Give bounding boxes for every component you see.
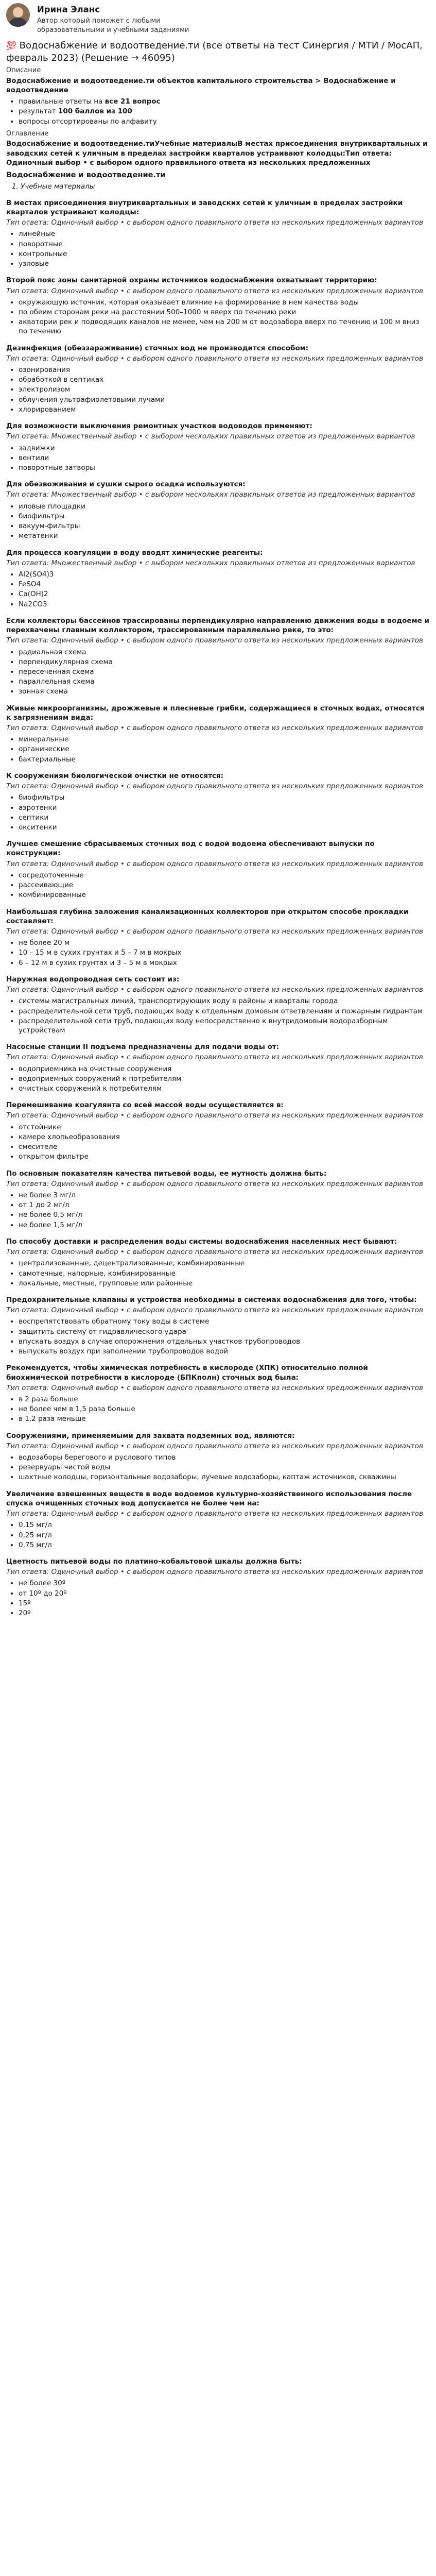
- question-answer-type: Тип ответа: Одиночный выбор • с выбором одного правильного ответа из нескольких предложенных вариантов: [6, 1111, 423, 1120]
- description-list: [6, 97, 430, 126]
- answer-option: • минеральные: [19, 735, 430, 744]
- answer-options: [6, 735, 430, 764]
- question-title: Наружная водопроводная сеть состоит из:: [6, 975, 180, 984]
- question-answer-type: Тип ответа: Одиночный выбор • с выбором одного правильного ответа из нескольких предложенных вариантов: [6, 286, 423, 295]
- answer-option: • узловые: [19, 259, 430, 268]
- question-title: Перемешивание коагулянта со всей массой воды осуществляется в:: [6, 1101, 284, 1110]
- question-title: Если коллекторы бассейнов трассированы перпендикулярно направлению движения воды в водоеме и перехвачены главным коллектором, трассированным параллельно реке, то это:: [6, 616, 429, 635]
- question-block: [6, 276, 430, 336]
- answer-options: [6, 1259, 430, 1288]
- answer-options: [6, 570, 430, 609]
- question-answer-type: Тип ответа: Одиночный выбор • с выбором одного правильного ответа из нескольких предложенных вариантов: [6, 1306, 423, 1315]
- question-answer-type: Тип ответа: Одиночный выбор • с выбором одного правильного ответа из нескольких предложенных вариантов: [6, 1053, 423, 1062]
- answer-option: • обработкой в септиках: [19, 375, 430, 384]
- question-block: [6, 421, 430, 472]
- answer-option: • по обеим сторонам реки на расстоянии 500–1000 м вверх по течению реки: [19, 308, 430, 317]
- answer-option: • в 1,2 раза меньше: [19, 1414, 430, 1423]
- answer-option: • перпендикулярная схема: [19, 657, 430, 667]
- answer-option: • 15º: [19, 1599, 430, 1608]
- question-answer-type: Тип ответа: Одиночный выбор • с выбором одного правильного ответа из нескольких предложенных вариантов: [6, 636, 423, 645]
- answer-option: • вакуум-фильтры: [19, 521, 430, 531]
- question-answer-type: Тип ответа: Одиночный выбор • с выбором одного правильного ответа из нескольких предложенных вариантов: [6, 1568, 423, 1577]
- answer-options: [6, 1453, 430, 1482]
- answer-option: • водоприемных сооружений к потребителям: [19, 1074, 430, 1083]
- question-block: [6, 548, 430, 609]
- description-item: • результат 100 баллов из 100: [19, 107, 430, 116]
- answer-option: • водоприемника на очистные сооружения: [19, 1064, 430, 1074]
- answer-option: • 20º: [19, 1608, 430, 1618]
- question-block: [6, 1557, 430, 1618]
- avatar[interactable]: [6, 3, 30, 27]
- answer-option: • окситенки: [19, 823, 430, 832]
- answer-options: [6, 938, 430, 968]
- question-block: [6, 1363, 430, 1423]
- answer-option: • водозаборы берегового и руслового типов: [19, 1453, 430, 1462]
- answer-option: • комбинированные: [19, 890, 430, 900]
- answer-option: • от 1 до 2 мг/л: [19, 1200, 430, 1210]
- answer-option: • воспрепятствовать обратному току воды в системе: [19, 1317, 430, 1326]
- answer-option: • от 10º до 20º: [19, 1589, 430, 1598]
- author-name[interactable]: Ирина Эланс: [37, 5, 100, 14]
- question-title: Второй пояс зоны санитарной охраны источников водоснабжения охватывает территорию:: [6, 276, 377, 285]
- question-block: [6, 616, 430, 697]
- question-answer-type: Тип ответа: Одиночный выбор • с выбором одного правильного ответа из нескольких предложенных вариантов: [6, 1442, 423, 1450]
- question-title: Для процесса коагуляции в воду вводят химические реагенты:: [6, 548, 263, 557]
- answer-options: [6, 1395, 430, 1424]
- answer-option: • радиальная схема: [19, 648, 430, 657]
- answer-option: • не более 1,5 мг/л: [19, 1221, 430, 1230]
- answer-option: • не более 30º: [19, 1579, 430, 1588]
- question-block: [6, 1295, 430, 1356]
- question-answer-type: Тип ответа: Одиночный выбор • с выбором одного правильного ответа из нескольких предложенных вариантов: [6, 1383, 423, 1392]
- question-title: По основным показателям качества питьевой воды, ее мутность должна быть:: [6, 1169, 327, 1178]
- answer-option: • 0,15 мг/л: [19, 1520, 430, 1530]
- answer-option: • облучения ультрафиолетовыми лучами: [19, 395, 430, 404]
- answer-options: [6, 298, 430, 336]
- description-item: • вопросы отсортированы по алфавиту: [19, 117, 430, 126]
- description-bold: Водоснабжение и водоотведение.ти объектов капитального строительства > Водоснабжение и водоотведение: [6, 76, 396, 94]
- answer-option: • не более 3 мг/л: [19, 1191, 430, 1200]
- answer-option: • бактериальные: [19, 755, 430, 764]
- answer-option: • поворотные: [19, 240, 430, 249]
- question-answer-type: Тип ответа: Одиночный выбор • с выбором одного правильного ответа из нескольких предложенных вариантов: [6, 859, 423, 868]
- question-block: [6, 771, 430, 832]
- questions-list: [6, 198, 430, 1618]
- answer-option: • сосредоточенные: [19, 871, 430, 880]
- toc-list: [6, 182, 430, 191]
- answer-option: • распределительной сети труб, подающих воду к отдельным домовым ответвлениям и пожарным гидрантам: [19, 1007, 430, 1016]
- question-block: [6, 1100, 430, 1161]
- question-title: Насосные станции II подъема предназначены для подачи воды от:: [6, 1043, 280, 1052]
- answer-option: • задвижки: [19, 444, 430, 453]
- answer-option: • смесителе: [19, 1142, 430, 1151]
- question-title: К сооружениям биологической очистки не относятся:: [6, 771, 223, 780]
- answer-option: • FeSO4: [19, 580, 430, 589]
- answer-options: [6, 365, 430, 414]
- question-answer-type: Тип ответа: Одиночный выбор • с выбором одного правильного ответа из нескольких предложенных вариантов: [6, 927, 423, 936]
- answer-option: • не более 20 м: [19, 938, 430, 947]
- answer-option: • параллельная схема: [19, 677, 430, 686]
- answer-option: • выпускать воздух при заполнении трубопроводов водой: [19, 1347, 430, 1356]
- page-title-text: Водоснабжение и водоотведение.ти (все ответы на тест Синергия / МТИ / МосАП, февраль 2023) (Решение → 46095): [6, 40, 423, 63]
- answer-option: • не более чем в 1,5 раза больше: [19, 1404, 430, 1414]
- answer-option: • впускать воздух в случае опорожнения отдельных участков трубопроводов: [19, 1337, 430, 1346]
- answer-option: • очистных сооружений к потребителям: [19, 1084, 430, 1093]
- answer-options: [6, 1579, 430, 1618]
- answer-option: • централизованные, децентрализованные, комбинированные: [19, 1259, 430, 1268]
- answer-option: • акватории рек и подводящих каналов не менее, чем на 200 м от водозабора вверх по течению и 100 м вниз по течению: [19, 317, 430, 336]
- question-title: В местах присоединения внутриквартальных и заводских сетей к уличным в пределах застройки кварталов устраивают колодцы:: [6, 198, 403, 216]
- question-block: [6, 975, 430, 1035]
- answer-option: • хлорированием: [19, 405, 430, 414]
- answer-options: [6, 229, 430, 268]
- author-description: Автор который поможет с любыми образовательными и учебными заданиями: [37, 17, 189, 34]
- answer-option: • септики: [19, 813, 430, 822]
- question-block: [6, 344, 430, 415]
- answer-options: [6, 871, 430, 900]
- question-title: Рекомендуется, чтобы химическая потребность в кислороде (ХПК) относительно полной биохимической потребности в кислороде (БПКполн) сточных вод была:: [6, 1364, 368, 1382]
- author-info: [37, 3, 207, 35]
- answer-option: • резервуары чистой воды: [19, 1463, 430, 1472]
- question-answer-type: Тип ответа: Одиночный выбор • с выбором одного правильного ответа из нескольких предложенных вариантов: [6, 1248, 423, 1257]
- answer-option: • поворотные затворы: [19, 463, 430, 472]
- question-block: [6, 907, 430, 968]
- answer-option: • 10 – 15 м в сухих грунтах и 5 – 7 м в мокрых: [19, 948, 430, 957]
- answer-options: [6, 1191, 430, 1230]
- question-block: [6, 1237, 430, 1288]
- answer-options: [6, 1123, 430, 1162]
- answer-option: • биофильтры: [19, 793, 430, 802]
- answer-options: [6, 1520, 430, 1550]
- toc-label: Оглавление: [6, 129, 49, 138]
- question-answer-type: Тип ответа: Одиночный выбор • с выбором одного правильного ответа из нескольких предложенных вариантов: [6, 354, 423, 363]
- question-answer-type: Тип ответа: Одиночный выбор • с выбором одного правильного ответа из нескольких предложенных вариантов: [6, 724, 423, 733]
- answer-option: • линейные: [19, 229, 430, 239]
- answer-options: [6, 648, 430, 697]
- answer-option: • самотечные, напорные, комбинированные: [19, 1269, 430, 1278]
- answer-option: • аэротенки: [19, 803, 430, 812]
- answer-option: • открытом фильтре: [19, 1152, 430, 1161]
- question-title: Увеличение взвешенных веществ в воде водоемов культурно-хозяйственного использования после спуска очищенных сточных вод допускается не более чем на:: [6, 1489, 412, 1507]
- question-block: [6, 198, 430, 269]
- answer-option: • органические: [19, 744, 430, 754]
- question-title: Наибольшая глубина заложения канализационных коллекторов при открытом способе прокладки составляет:: [6, 907, 409, 925]
- question-answer-type: Тип ответа: Одиночный выбор • с выбором одного правильного ответа из нескольких предложенных вариантов: [6, 1179, 423, 1188]
- question-block: [6, 1431, 430, 1482]
- question-answer-type: Тип ответа: Множественный выбор • с выбором нескольких правильных ответов из предложенных вариантов: [6, 432, 415, 441]
- answer-option: • озонирования: [19, 365, 430, 375]
- answer-option: • биофильтры: [19, 512, 430, 521]
- question-answer-type: Тип ответа: Одиночный выбор • с выбором одного правильного ответа из нескольких предложенных вариантов: [6, 986, 423, 994]
- page-title: [6, 40, 430, 64]
- answer-option: • зонная схема: [19, 687, 430, 696]
- question-title: Лучшее смешение сбрасываемых сточных вод с водой водоема обеспечивают выпуски по конструкции:: [6, 840, 375, 858]
- toc-item[interactable]: 1. Учебные материалы: [21, 182, 430, 191]
- question-title: Сооружениями, применяемыми для захвата подземных вод, являются:: [6, 1431, 295, 1440]
- question-answer-type: Тип ответа: Одиночный выбор • с выбором одного правильного ответа из нескольких предложенных вариантов: [6, 1510, 423, 1518]
- answer-option: • электролизом: [19, 385, 430, 394]
- answer-option: • окружающую источник, которая оказывает влияние на формирование в нем качества воды: [19, 298, 430, 307]
- answer-option: • иловые площадки: [19, 502, 430, 511]
- answer-option: • защитить систему от гидравлического удара: [19, 1327, 430, 1336]
- question-title: Цветность питьевой воды по платино-кобальтовой шкалы должна быть:: [6, 1557, 302, 1566]
- answer-option: • 0,75 мг/л: [19, 1540, 430, 1550]
- answer-option: • контрольные: [19, 249, 430, 259]
- question-title: Для обезвоживания и сушки сырого осадка используются:: [6, 480, 246, 489]
- answer-options: [6, 502, 430, 541]
- toc-heading: Водоснабжение и водоотведение.ти: [6, 171, 166, 179]
- answer-option: • в 2 раза больше: [19, 1395, 430, 1404]
- hundred-points-icon: 💯: [6, 41, 16, 51]
- question-block: [6, 1169, 430, 1230]
- question-title: По способу доставки и распределения воды системы водоснабжения населенных мест бывают:: [6, 1237, 397, 1246]
- question-answer-type: Тип ответа: Множественный выбор • с выбором нескольких правильных ответов из предложенных вариантов: [6, 558, 415, 567]
- author-header: [6, 3, 430, 35]
- question-title: Живые микроорганизмы, дрожжевые и плесневые грибки, содержащиеся в сточных водах, относятся к загрязнениям вида:: [6, 704, 425, 722]
- answer-options: [6, 1317, 430, 1356]
- toc-bold: Водоснабжение и водоотведение.тиУчебные материалыВ местах присоединения внутриквартальных и заводских сетей к уличным в пределах застройки кварталов устраивают колодцы:Тип ответа: Одиночный выбор • с выбором одного правильного ответа из нескольких предложенных: [6, 140, 428, 167]
- answer-option: • пересеченная схема: [19, 667, 430, 676]
- question-block: [6, 480, 430, 540]
- question-block: [6, 1489, 430, 1550]
- answer-option: • камере хлопьеобразования: [19, 1132, 430, 1142]
- answer-option: • вентили: [19, 453, 430, 463]
- question-block: [6, 839, 430, 900]
- answer-option: • метатенки: [19, 531, 430, 540]
- description-label: Описание: [6, 66, 41, 75]
- answer-options: [6, 1064, 430, 1094]
- answer-option: • Na2CO3: [19, 600, 430, 609]
- answer-option: • Ca(OH)2: [19, 589, 430, 599]
- answer-option: • системы магистральных линий, транспортирующих воду в районы и кварталы города: [19, 996, 430, 1006]
- question-answer-type: Тип ответа: Множественный выбор • с выбором нескольких правильных ответов из предложенных вариантов: [6, 490, 415, 499]
- answer-option: • шахтные колодцы, горизонтальные водозаборы, лучевые водозаборы, каптаж источников, скважины: [19, 1472, 430, 1482]
- description-item: • правильные ответы на все 21 вопрос: [19, 97, 430, 106]
- answer-option: • 0,25 мг/л: [19, 1531, 430, 1540]
- answer-option: • Al2(SO4)3: [19, 570, 430, 579]
- question-answer-type: Тип ответа: Одиночный выбор • с выбором одного правильного ответа из нескольких предложенных вариантов: [6, 218, 423, 227]
- answer-options: [6, 444, 430, 473]
- answer-option: • не более 0,5 мг/л: [19, 1210, 430, 1219]
- question-block: [6, 1042, 430, 1093]
- question-block: [6, 704, 430, 764]
- answer-option: • распределительной сети труб, подающих воду непосредственно к внутридомовым водоразборным устройствам: [19, 1016, 430, 1035]
- question-title: Для возможности выключения ремонтных участков водоводов применяют:: [6, 422, 312, 431]
- answer-options: [6, 793, 430, 832]
- question-title: Дезинфекция (обеззараживание) сточных вод не производится способом:: [6, 344, 309, 352]
- answer-option: • отстойнике: [19, 1123, 430, 1132]
- answer-option: • локальные, местные, групповые или районные: [19, 1279, 430, 1288]
- question-title: Предохранительные клапаны и устройства необходимы в системах водоснабжения для того, чтобы:: [6, 1295, 417, 1304]
- answer-options: [6, 996, 430, 1035]
- answer-option: • 6 – 12 м в сухих грунтах и 3 – 5 м в мокрых: [19, 958, 430, 968]
- question-answer-type: Тип ответа: Одиночный выбор • с выбором одного правильного ответа из нескольких предложенных вариантов: [6, 782, 423, 791]
- answer-option: • рассеивающие: [19, 880, 430, 890]
